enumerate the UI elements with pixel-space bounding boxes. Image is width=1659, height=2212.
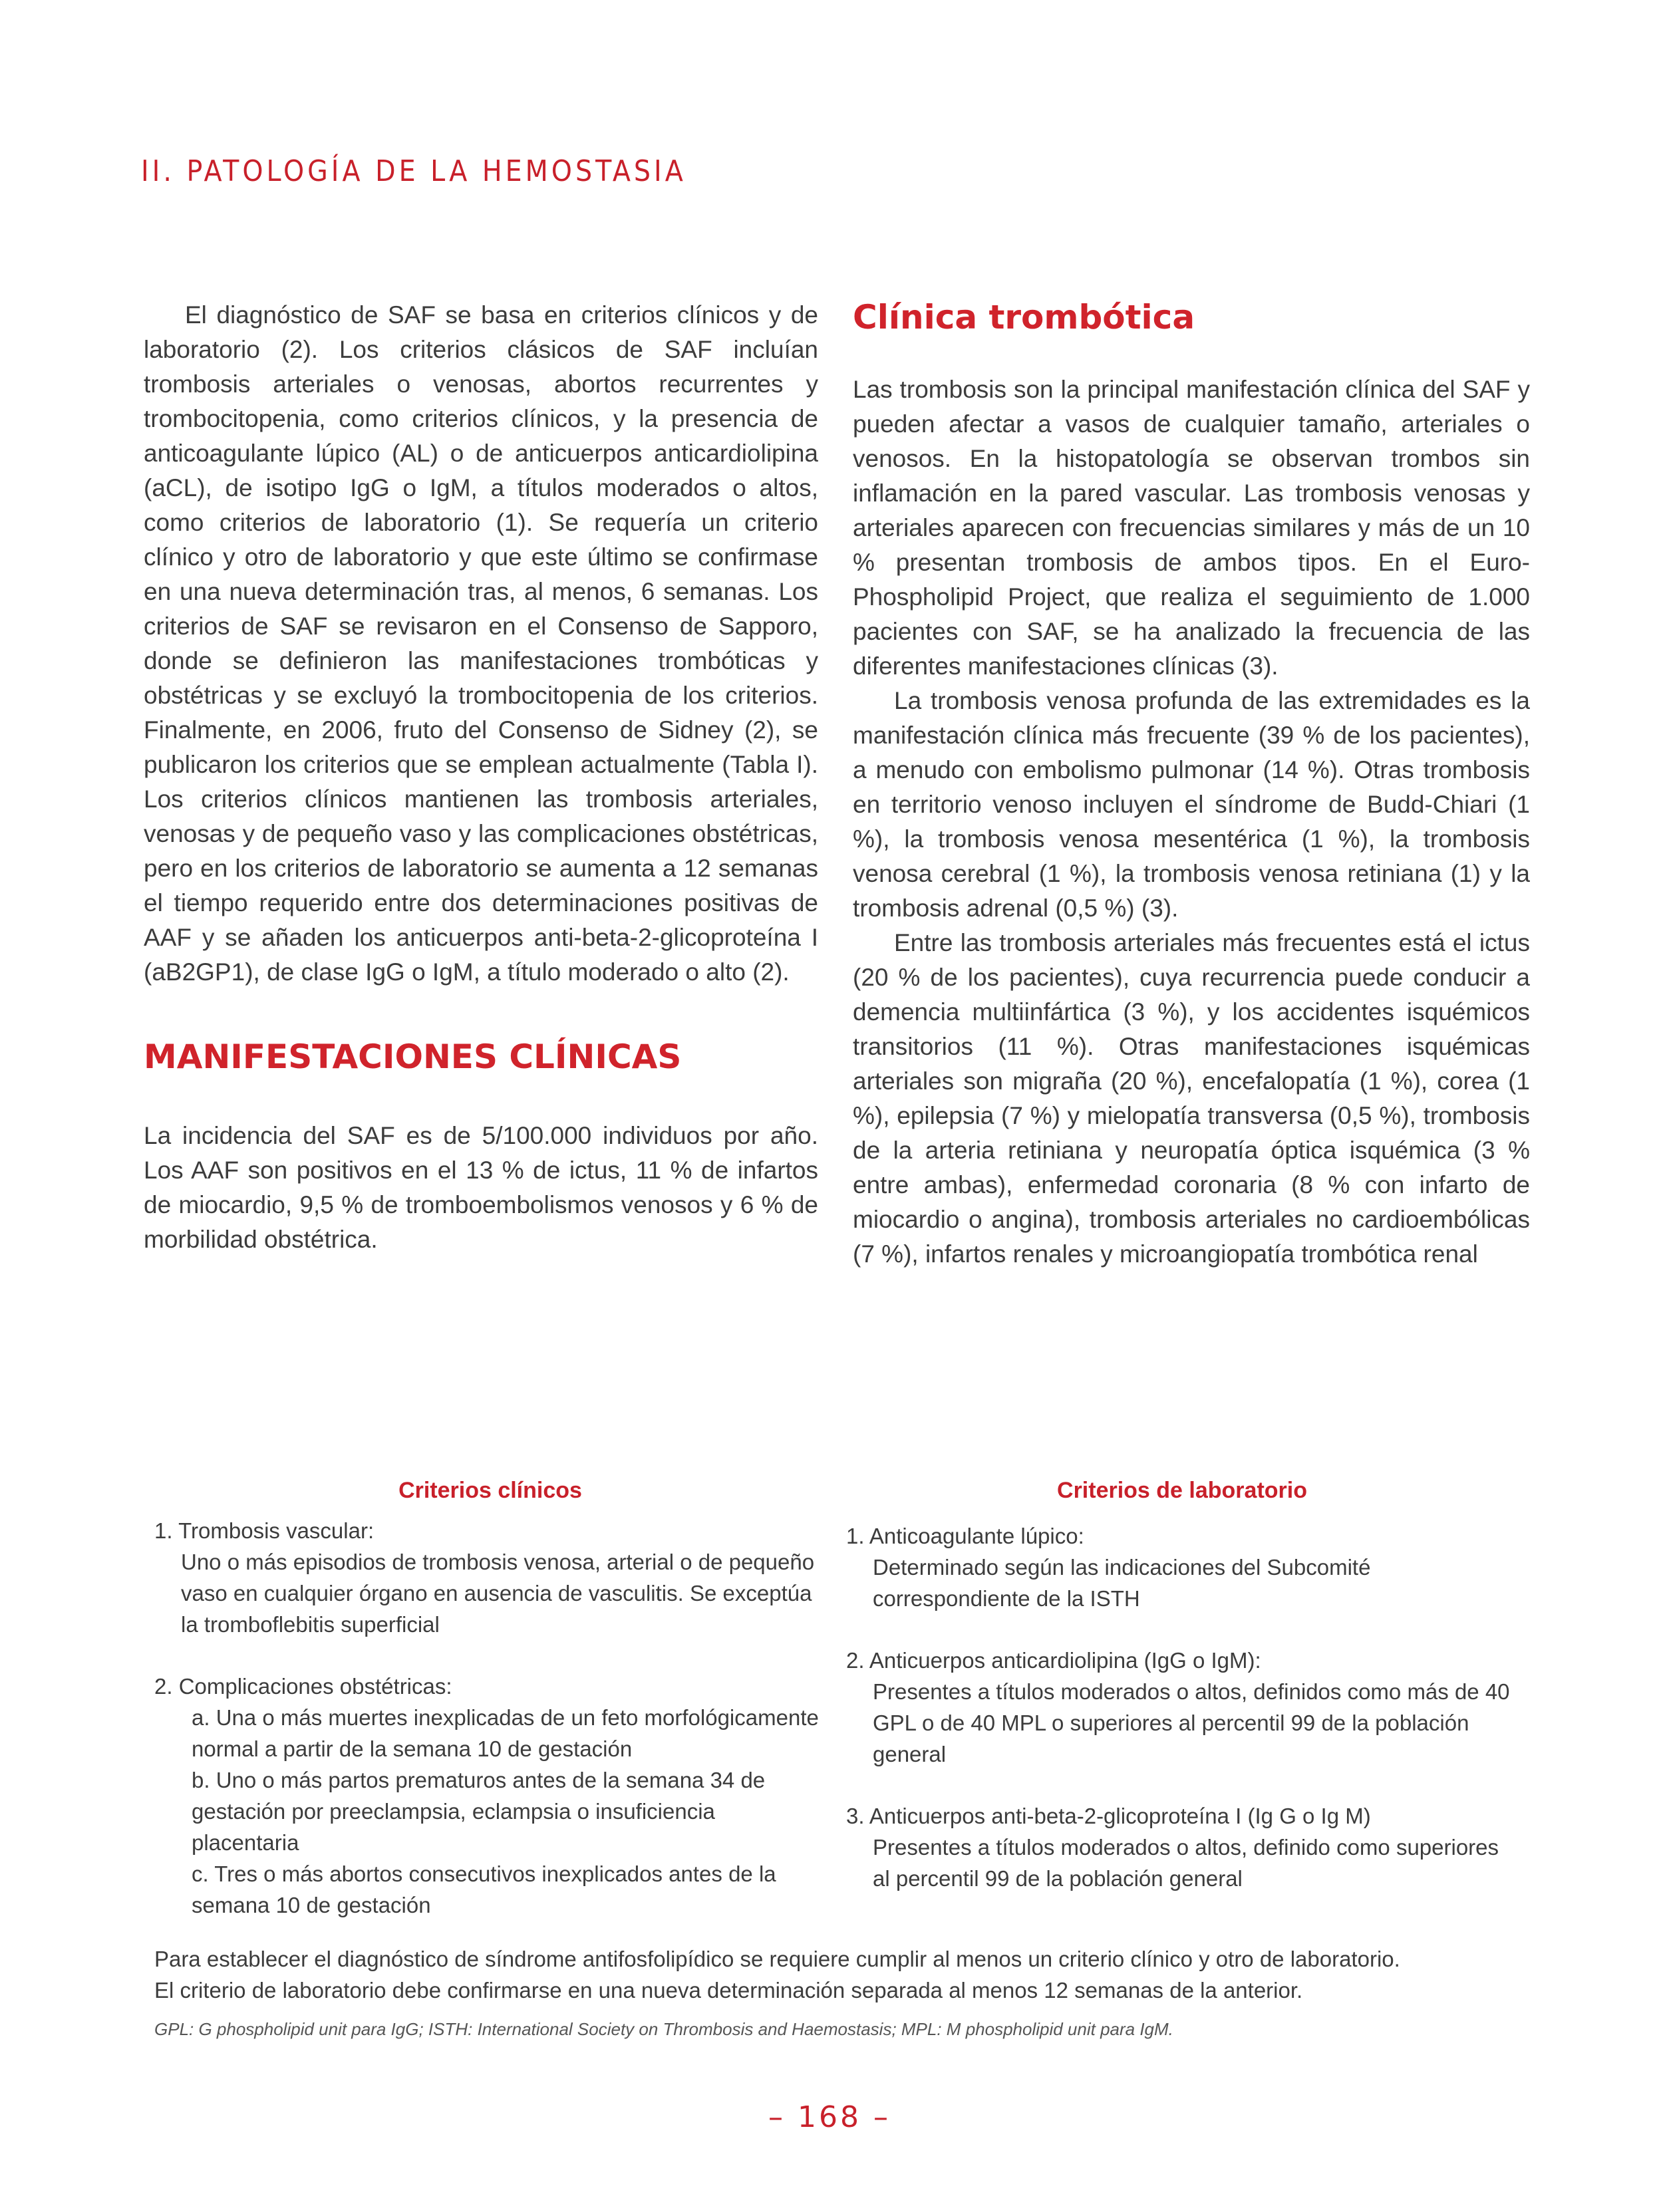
table-notes bbox=[154, 1943, 1538, 2006]
section-header: II. PATOLOGÍA DE LA HEMOSTASIA bbox=[141, 154, 686, 188]
right-paragraph-1: Las trombosis son la principal manifestación clínica del SAF y pueden afectar a vasos de cualquier tamaño, arteriales o venosos. En la histopatología se observan trombos sin inflamación en la pared vascular. Las trombosis venosas y arteriales aparecen con frecuencias similares y más de un 10 % presentan trombosis de ambos tipos. En el Euro-Phospholipid Project, que realiza el seguimiento de 1.000 pacientes con SAF, se ha analizado la frecuencia de las diferentes manifestaciones clínicas (3). bbox=[853, 376, 1530, 680]
table-clinical-title: Criterios clínicos bbox=[398, 1478, 582, 1503]
clinical-item-2c: c. Tres o más abortos consecutivos inexplicados antes de la semana 10 de gestación bbox=[192, 1862, 776, 1917]
lab-item-2-text: Presentes a títulos moderados o altos, definidos como más de 40 GPL o de 40 MPL o superiores al percentil 99 de la población general bbox=[873, 1679, 1510, 1766]
clinica-trombotica-heading: Clínica trombótica bbox=[853, 298, 1195, 337]
right-paragraph-2: La trombosis venosa profunda de las extremidades es la manifestación clínica más frecuente (39 % de los pacientes), a menudo con embolismo pulmonar (14 %). Otras trombosis en territorio venoso incluyen el síndrome de Budd-Chiari (1 %), la trombosis venosa mesentérica (1 %), la trombosis venosa cerebral (1 %), la trombosis venosa retiniana (1) y la trombosis adrenal (0,5 %) (3). bbox=[853, 687, 1530, 922]
manifestaciones-heading: MANIFESTACIONES CLÍNICAS bbox=[144, 1037, 682, 1076]
lab-item-1-text: Determinado según las indicaciones del Subcomité correspondiente de la ISTH bbox=[873, 1555, 1371, 1611]
table-lab-criteria bbox=[846, 1520, 1511, 1894]
lab-item-1: 1. Anticoagulante lúpico: bbox=[846, 1524, 1084, 1548]
lab-item-3-text: Presentes a títulos moderados o altos, definido como superiores al percentil 99 de la población general bbox=[873, 1835, 1499, 1891]
page-number: – 168 – bbox=[768, 2100, 891, 2134]
lab-item-3: 3. Anticuerpos anti-beta-2-glicoproteína I (Ig G o Ig M) bbox=[846, 1804, 1371, 1828]
right-column bbox=[853, 372, 1530, 1272]
table-lab-title: Criterios de laboratorio bbox=[1057, 1478, 1307, 1503]
clinical-item-2b: b. Uno o más partos prematuros antes de la semana 34 de gestación por preeclampsia, eclampsia o insuficiencia placentaria bbox=[192, 1768, 766, 1855]
table-note-1: Para establecer el diagnóstico de síndrome antifosfolipídico se requiere cumplir al menos un criterio clínico y otro de laboratorio. bbox=[154, 1947, 1400, 1971]
manifestaciones-body bbox=[144, 1119, 818, 1257]
clinical-item-2a: a. Una o más muertes inexplicadas de un feto morfológicamente normal a partir de la semana 10 de gestación bbox=[192, 1705, 819, 1761]
intro-paragraph: El diagnóstico de SAF se basa en criterios clínicos y de laboratorio (2). Los criterios clásicos de SAF incluían trombosis arteriales o venosas, abortos recurrentes y trombocitopenia, como criterios clínicos, y la presencia de anticoagulante lúpico (AL) o de anticuerpos anticardiolipina (aCL), de isotipo IgG o IgM, a títulos moderados o altos, como criterios de laboratorio (1). Se requería un criterio clínico y otro de laboratorio y que este último se confirmase en una nueva determinación tras, al menos, 6 semanas. Los criterios de SAF se revisaron en el Consenso de Sapporo, donde se definieron las manifestaciones trombóticas y obstétricas y se excluyó la trombocitopenia de los criterios. Finalmente, en 2006, fruto del Consenso de Sidney (2), se publicaron los criterios que se emplean actualmente (Tabla I). Los criterios clínicos mantienen las trombosis arteriales, venosas y de pequeño vaso y las complicaciones obstétricas, pero en los criterios de laboratorio se aumenta a 12 semanas el tiempo requerido entre dos determinaciones positivas de AAF y se añaden los anticuerpos anti-beta-2-glicoproteína I (aB2GP1), de clase IgG o IgM, a título moderado o alto (2). bbox=[144, 301, 818, 986]
right-paragraph-3: Entre las trombosis arteriales más frecuentes está el ictus (20 % de los pacientes), cuya recurrencia puede conducir a demencia multiinfártica (3 %), y los accidentes isquémicos transitorios (11 %). Otras manifestaciones isquémicas arteriales son migraña (20 %), encefalopatía (1 %), corea (1 %), epilepsia (7 %) y mielopatía transversa (0,5 %), trombosis de la arteria retiniana y neuropatía óptica isquémica (3 % entre ambas), enfermedad coronaria (8 % con infarto de miocardio o angina), trombosis arteriales no cardioembólicas (7 %), infartos renales y microangiopatía trombótica renal bbox=[853, 929, 1530, 1268]
clinical-item-1: 1. Trombosis vascular: bbox=[154, 1518, 375, 1543]
table-note-2: El criterio de laboratorio debe confirmarse en una nueva determinación separada al menos 12 semanas de la anterior. bbox=[154, 1978, 1303, 2003]
left-column bbox=[144, 298, 818, 990]
clinical-item-2: 2. Complicaciones obstétricas: bbox=[154, 1674, 452, 1699]
lab-item-2: 2. Anticuerpos anticardiolipina (IgG o IgM): bbox=[846, 1648, 1261, 1673]
table-clinical-criteria bbox=[154, 1515, 820, 1921]
incidence-paragraph: La incidencia del SAF es de 5/100.000 individuos por año. Los AAF son positivos en el 13 % de ictus, 11 % de infartos de miocardio, 9,5 % de tromboembolismos venosos y 6 % de morbilidad obstétrica. bbox=[144, 1122, 818, 1253]
clinical-item-1-text: Uno o más episodios de trombosis venosa, arterial o de pequeño vaso en cualquier órgano en ausencia de vasculitis. Se exceptúa la tromboflebitis superficial bbox=[181, 1550, 815, 1637]
table-footnote: GPL: G phospholipid unit para IgG; ISTH: International Society on Thrombosis and Haemostasis; MPL: M phospholipid unit para IgM. bbox=[154, 2019, 1173, 2039]
